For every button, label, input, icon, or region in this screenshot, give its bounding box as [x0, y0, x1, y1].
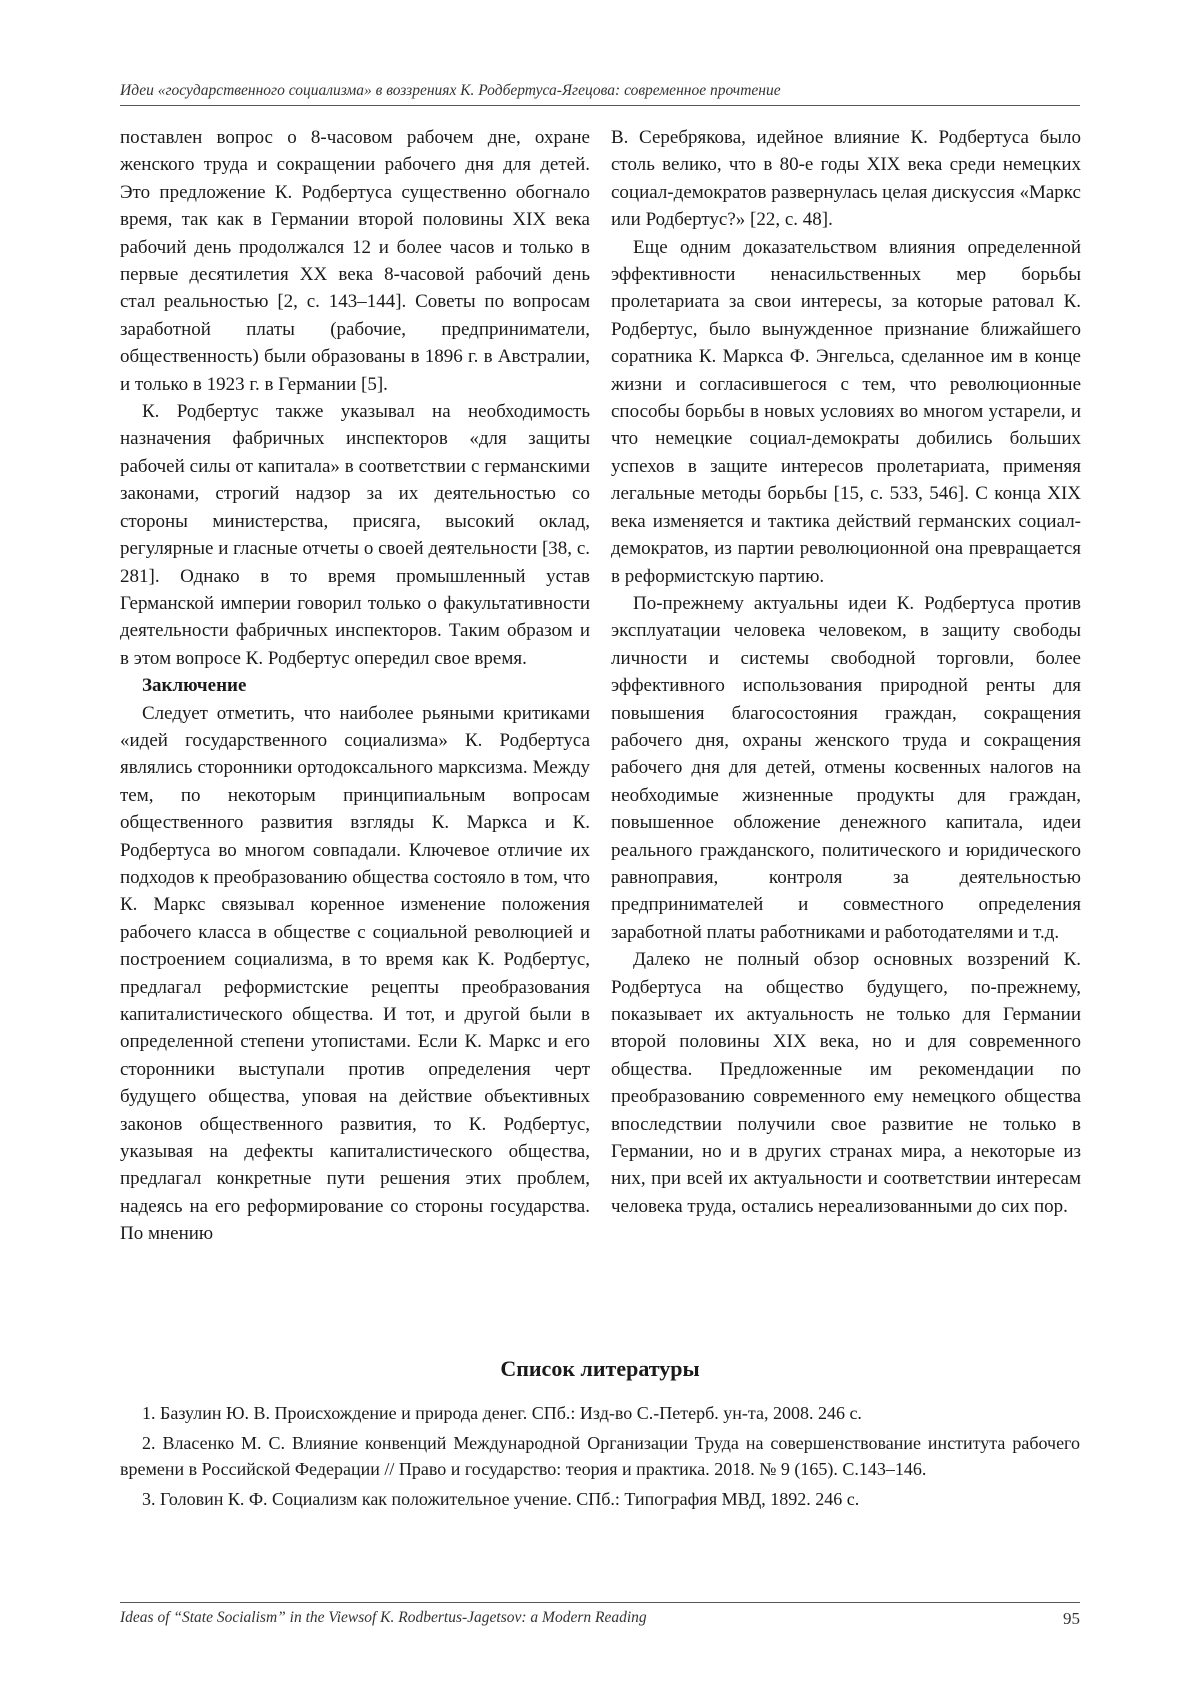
paragraph: Еще одним доказательством влияния определенной эффективности ненасильственных мер борьбы пролетариата за свои интересы, за которые ратовал К. Родбертус, было вынужденное признание ближайшего соратника К. Маркса Ф. Энгельса, сделанное им в конце жизни и согласившегося с тем, что революционные способы борьбы в новых условиях во многом устарели, и что немецкие социал-демократы добились больших успехов в защите интересов пролетариата, применяя легальные методы борьбы [15, с. 533, 546]. С конца XIX века изменяется и тактика действий германских социал-демократов, из партии революционной она превращается в реформистскую партию.	[611, 236, 1081, 587]
page-number: 95	[1063, 1609, 1080, 1628]
paragraph: поставлен вопрос о 8-часовом рабочем дне, охране женского труда и сокращении рабочего дня для детей. Это предложение К. Родбертуса существенно обогнало время, так как в Германии второй половины XIX века рабочий день продолжался 12 и более часов и только в первые десятилетия XX века 8-часовой рабочий день стал реальностью [2, с. 143–144]. Советы по вопросам заработной платы (рабочие, предприниматели, общественность) были образованы в 1896 г. в Австралии, и только в 1923 г. в Германии [5].	[120, 127, 590, 395]
reference-item: 3. Головин К. Ф. Социализм как положительное учение. СПб.: Типография МВД, 1892. 246 с.	[142, 1488, 860, 1509]
reference-item: 2. Власенко М. С. Влияние конвенций Международной Организации Труда на совершенствование института рабочего времени в Российской Федерации // Право и государство: теория и практика. 2018. № 9 (165). С.143–146.	[120, 1432, 1080, 1479]
running-header: Идеи «государственного социализма» в воззрениях К. Родбертуса-Ягецова: современное прочтение	[120, 82, 1080, 106]
reference-list	[120, 1400, 1080, 1515]
reference-item: 1. Базулин Ю. В. Происхождение и природа денег. СПб.: Изд-во С.-Петерб. ун-та, 2008. 246 с.	[142, 1403, 862, 1423]
left-column	[120, 124, 590, 1248]
running-footer	[120, 1602, 1080, 1629]
footer-english-title: Ideas of “State Socialism” in the Viewsof K. Rodbertus-Jagetsov: a Modern Reading	[120, 1609, 647, 1626]
references-title: Список литературы	[500, 1356, 700, 1381]
paragraph: В. Серебрякова, идейное влияние К. Родбертуса было столь велико, что в 80-е годы XIX века среди немецких социал-демократов развернулась целая дискуссия «Маркс или Родбертус?» [22, с. 48].	[611, 127, 1081, 231]
right-column	[611, 124, 1081, 1220]
paragraph: По-прежнему актуальны идеи К. Родбертуса против эксплуатации человека человеком, в защиту свободы личности и системы свободной торговли, более эффективного использования природной ренты для повышения благосостояния граждан, сокращения рабочего дня, охраны женского труда и сокращения рабочего дня для детей, отмены косвенных налогов на необходимые жизненные продукты для граждан, повышенное обложение денежного капитала, идеи реального гражданского, политического и юридического равноправия, контроля за деятельностью предпринимателей и совместного определения заработной платы работниками и работодателями и т.д.	[611, 592, 1081, 943]
paragraph: Далеко не полный обзор основных воззрений К. Родбертуса на общество будущего, по-прежнему, показывает их актуальность не только для Германии второй половины XIX века, но и для современного общества. Предложенные им рекомендации по преобразованию современного ему немецкого общества впоследствии получили свое развитие не только в Германии, но и в других странах мира, а некоторые из них, при всей их актуальности и соответствии интересам человека труда, остались нереализованными до сих пор.	[611, 949, 1081, 1217]
paragraph: К. Родбертус также указывал на необходимость назначения фабричных инспекторов «для защиты рабочей силы от капитала» в соответствии с германскими законами, строгий надзор за их деятельностью со стороны министерства, присяга, высокий оклад, регулярные и гласные отчеты о своей деятельности [38, с. 281]. Однако в то время промышленный устав Германской империи говорил только о факультативности деятельности фабричных инспекторов. Таким образом и в этом вопросе К. Родбертус опередил свое время.	[120, 401, 590, 669]
section-heading-conclusion: Заключение	[142, 675, 247, 697]
paragraph: Следует отметить, что наиболее рьяными критиками «идей государственного социализма» К. Родбертуса являлись сторонники ортодоксального марксизма. Между тем, по некоторым принципиальным вопросам общественного развития взгляды К. Маркса и К. Родбертуса во многом совпадали. Ключевое отличие их подходов к преобразованию общества состояло в том, что К. Маркс связывал коренное изменение положения рабочего класса в обществе с социальной революцией и построением социализма, в то время как К. Родбертус, предлагал реформистские рецепты преобразования капиталистического общества. И тот, и другой были в определенной степени утопистами. Если К. Маркс и его сторонники выступали против определения черт будущего общества, уповая на действие объективных законов общественного развития, то К. Родбертус, указывая на дефекты капиталистического общества, предлагал конкретные пути решения этих проблем, надеясь на его реформирование со стороны государства. По мнению	[120, 702, 590, 1245]
